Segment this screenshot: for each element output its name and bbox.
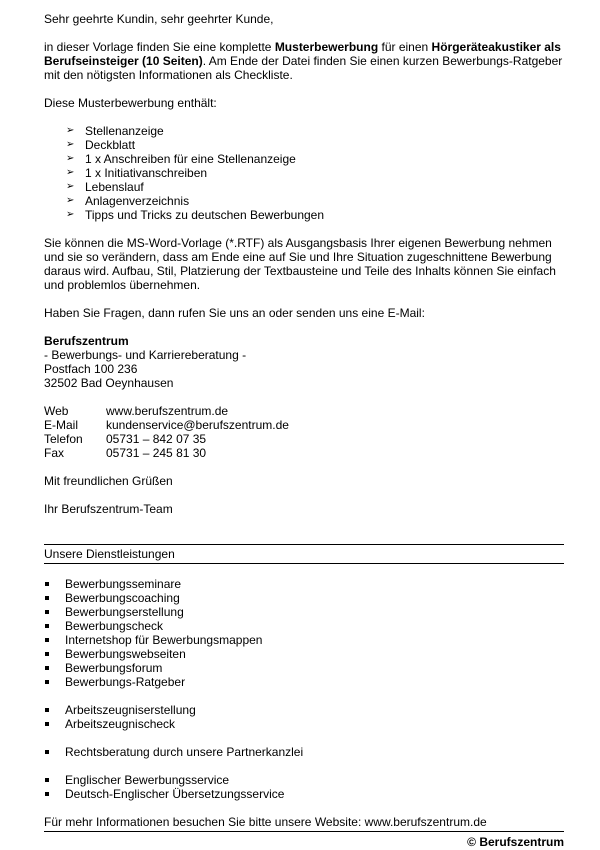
address-line-3: 32502 Bad Oeynhausen [44, 376, 174, 390]
contents-item-label: Anlagenverzeichnis [85, 194, 190, 208]
intro-text-3: . Am Ende der Datei finden Sie einen kurzen Bewerbungs-Ratgeber mit den nötigsten Informationen als Checkliste. [44, 54, 563, 82]
square-bullet-icon [45, 750, 49, 754]
service-item [44, 647, 564, 661]
arrow-bullet-icon: ➢ [66, 195, 75, 206]
service-item [44, 717, 564, 731]
services-list-4 [44, 773, 564, 801]
arrow-bullet-icon: ➢ [66, 209, 75, 220]
square-bullet-icon [45, 652, 49, 656]
footer-text: Für mehr Informationen besuchen Sie bitte unsere Website: www.berufszentrum.de [44, 815, 487, 829]
address-line-2: Postfach 100 236 [44, 362, 138, 376]
square-bullet-icon [45, 624, 49, 628]
service-item [44, 619, 564, 633]
service-item-label: Deutsch-Englischer Übersetzungsservice [65, 787, 285, 801]
service-item-label: Englischer Bewerbungsservice [65, 773, 230, 787]
contents-item [66, 180, 564, 194]
contents-item-label: Stellenanzeige [85, 124, 164, 138]
service-item [44, 773, 564, 787]
contact-value-web[interactable]: www.berufszentrum.de [106, 404, 229, 418]
square-bullet-icon [45, 792, 49, 796]
intro-bold-2: Hörgeräteakustiker als Berufseinsteiger (10 Seiten) [44, 40, 561, 68]
contents-item [66, 194, 564, 208]
service-item [44, 661, 564, 675]
contact-value-email[interactable]: kundenservice@berufszentrum.de [106, 418, 289, 432]
intro-text-2: für einen [378, 40, 432, 54]
intro-paragraph [44, 40, 564, 82]
service-item [44, 591, 564, 605]
service-item [44, 787, 564, 801]
service-item-label: Bewerbungscoaching [65, 591, 180, 605]
service-item [44, 703, 564, 717]
arrow-bullet-icon: ➢ [66, 153, 75, 164]
square-bullet-icon [45, 582, 49, 586]
contents-item-label: Tipps und Tricks zu deutschen Bewerbungen [85, 208, 325, 222]
square-bullet-icon [45, 666, 49, 670]
services-title: Unsere Dienstleistungen [44, 547, 175, 561]
document-page [44, 12, 564, 832]
contact-label-fax: Fax [44, 446, 65, 460]
company-name-bold: Berufszentrum [44, 334, 129, 348]
service-item [44, 745, 564, 759]
contact-label-phone: Telefon [44, 432, 83, 446]
service-item [44, 577, 564, 591]
address-line-1: - Bewerbungs- und Karriereberatung - [44, 348, 247, 362]
service-item-label: Arbeitszeugniserstellung [65, 703, 196, 717]
square-bullet-icon [45, 708, 49, 712]
contents-item [66, 152, 564, 166]
service-item-label: Bewerbungswebseiten [65, 647, 186, 661]
service-item-label: Bewerbungsseminare [65, 577, 182, 591]
service-item-label: Bewerbungsforum [65, 661, 163, 675]
service-item [44, 675, 564, 689]
template-paragraph: Sie können die MS-Word-Vorlage (*.RTF) als Ausgangsbasis Ihrer eigenen Bewerbung nehmen und sie so verändern, dass am Ende eine auf Sie und Ihre Situation zugeschnittene Bewerbung daraus wird. Aufbau, Stil, Platzierung der Textbausteine und Teile des Inhalts können Sie einfach und problemlos übernehmen. [44, 236, 556, 292]
contents-item-label: 1 x Anschreiben für eine Stellenanzeige [85, 152, 296, 166]
copyright: © Berufszentrum [467, 835, 564, 849]
contents-item [66, 124, 564, 138]
contents-item-label: Deckblatt [85, 138, 136, 152]
contact-value-fax: 05731 – 245 81 30 [106, 446, 207, 460]
intro-text-1: in dieser Vorlage finden Sie eine komplette [44, 40, 275, 54]
contents-item-label: 1 x Initiativanschreiben [85, 166, 208, 180]
service-item-label: Arbeitszeugnischeck [65, 717, 176, 731]
arrow-bullet-icon: ➢ [66, 167, 75, 178]
services-list-2 [44, 703, 564, 731]
contents-item-label: Lebenslauf [85, 180, 144, 194]
contents-list [44, 124, 564, 222]
service-item [44, 633, 564, 647]
closing: Mit freundlichen Grüßen [44, 474, 173, 488]
contents-item [66, 138, 564, 152]
contents-heading: Diese Musterbewerbung enthält: [44, 96, 217, 110]
greeting: Sehr geehrte Kundin, sehr geehrter Kunde, [44, 12, 274, 26]
services-list-1 [44, 577, 564, 689]
square-bullet-icon [45, 610, 49, 614]
contact-label-email: E-Mail [44, 418, 79, 432]
intro-bold-1: Musterbewerbung [274, 40, 379, 54]
contents-item [66, 208, 564, 222]
contact-value-phone: 05731 – 842 07 35 [106, 432, 207, 446]
contact-label-web: Web [44, 404, 69, 418]
contact-table [44, 404, 564, 460]
arrow-bullet-icon: ➢ [66, 181, 75, 192]
service-item-label: Internetshop für Bewerbungsmappen [65, 633, 263, 647]
service-item-label: Bewerbungscheck [65, 619, 164, 633]
square-bullet-icon [45, 680, 49, 684]
square-bullet-icon [45, 778, 49, 782]
contents-item [66, 166, 564, 180]
service-item-label: Rechtsberatung durch unsere Partnerkanzlei [65, 745, 304, 759]
service-item-label: Bewerbungserstellung [65, 605, 184, 619]
signature: Ihr Berufszentrum-Team [44, 502, 173, 516]
arrow-bullet-icon: ➢ [66, 125, 75, 136]
square-bullet-icon [45, 638, 49, 642]
questions-paragraph: Haben Sie Fragen, dann rufen Sie uns an oder senden uns eine E-Mail: [44, 306, 425, 320]
footer-block [44, 815, 564, 832]
service-item [44, 605, 564, 619]
services-list-3 [44, 745, 564, 759]
company-name [44, 334, 564, 348]
services-title-block [44, 547, 564, 564]
arrow-bullet-icon: ➢ [66, 139, 75, 150]
services-divider [44, 544, 564, 545]
service-item-label: Bewerbungs-Ratgeber [65, 675, 186, 689]
square-bullet-icon [45, 596, 49, 600]
square-bullet-icon [45, 722, 49, 726]
